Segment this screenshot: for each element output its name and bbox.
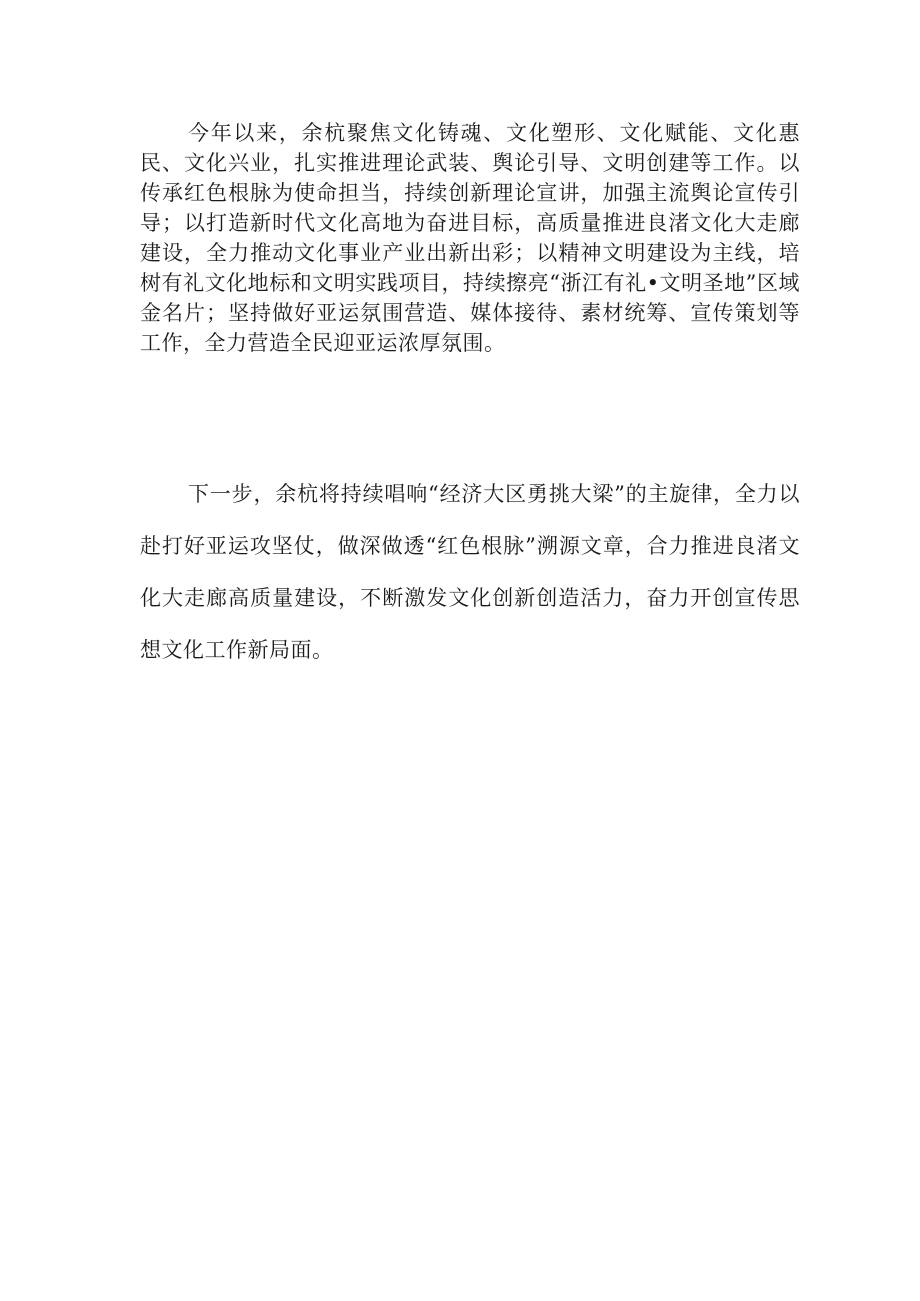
- paragraph-work-summary: 今年以来，余杭聚焦文化铸魂、文化塑形、文化赋能、文化惠民、文化兴业，扎实推进理论武装、舆论引导、文明创建等工作。以传承红色根脉为使命担当，持续创新理论宣讲，加强主流舆论宣传引导；以打造新时代文化高地为奋进目标，高质量推进良渚文化大走廊建设，全力推动文化事业产业出新出彩；以精神文明建设为主线，培树有礼文化地标和文明实践项目，持续擦亮“浙江有礼•文明圣地”区域金名片；坚持做好亚运氛围营造、媒体接待、素材统筹、宣传策划等工作，全力营造全民迎亚运浓厚氛围。: [140, 121, 800, 355]
- paragraph-next-steps: 下一步，余杭将持续唱响“经济大区勇挑大梁”的主旋律，全力以赴打好亚运攻坚仗，做深做透“红色根脉”溯源文章，合力推进良渚文化大走廊高质量建设，不断激发文化创新创造活力，奋力开创宣传思想文化工作新局面。: [140, 482, 800, 662]
